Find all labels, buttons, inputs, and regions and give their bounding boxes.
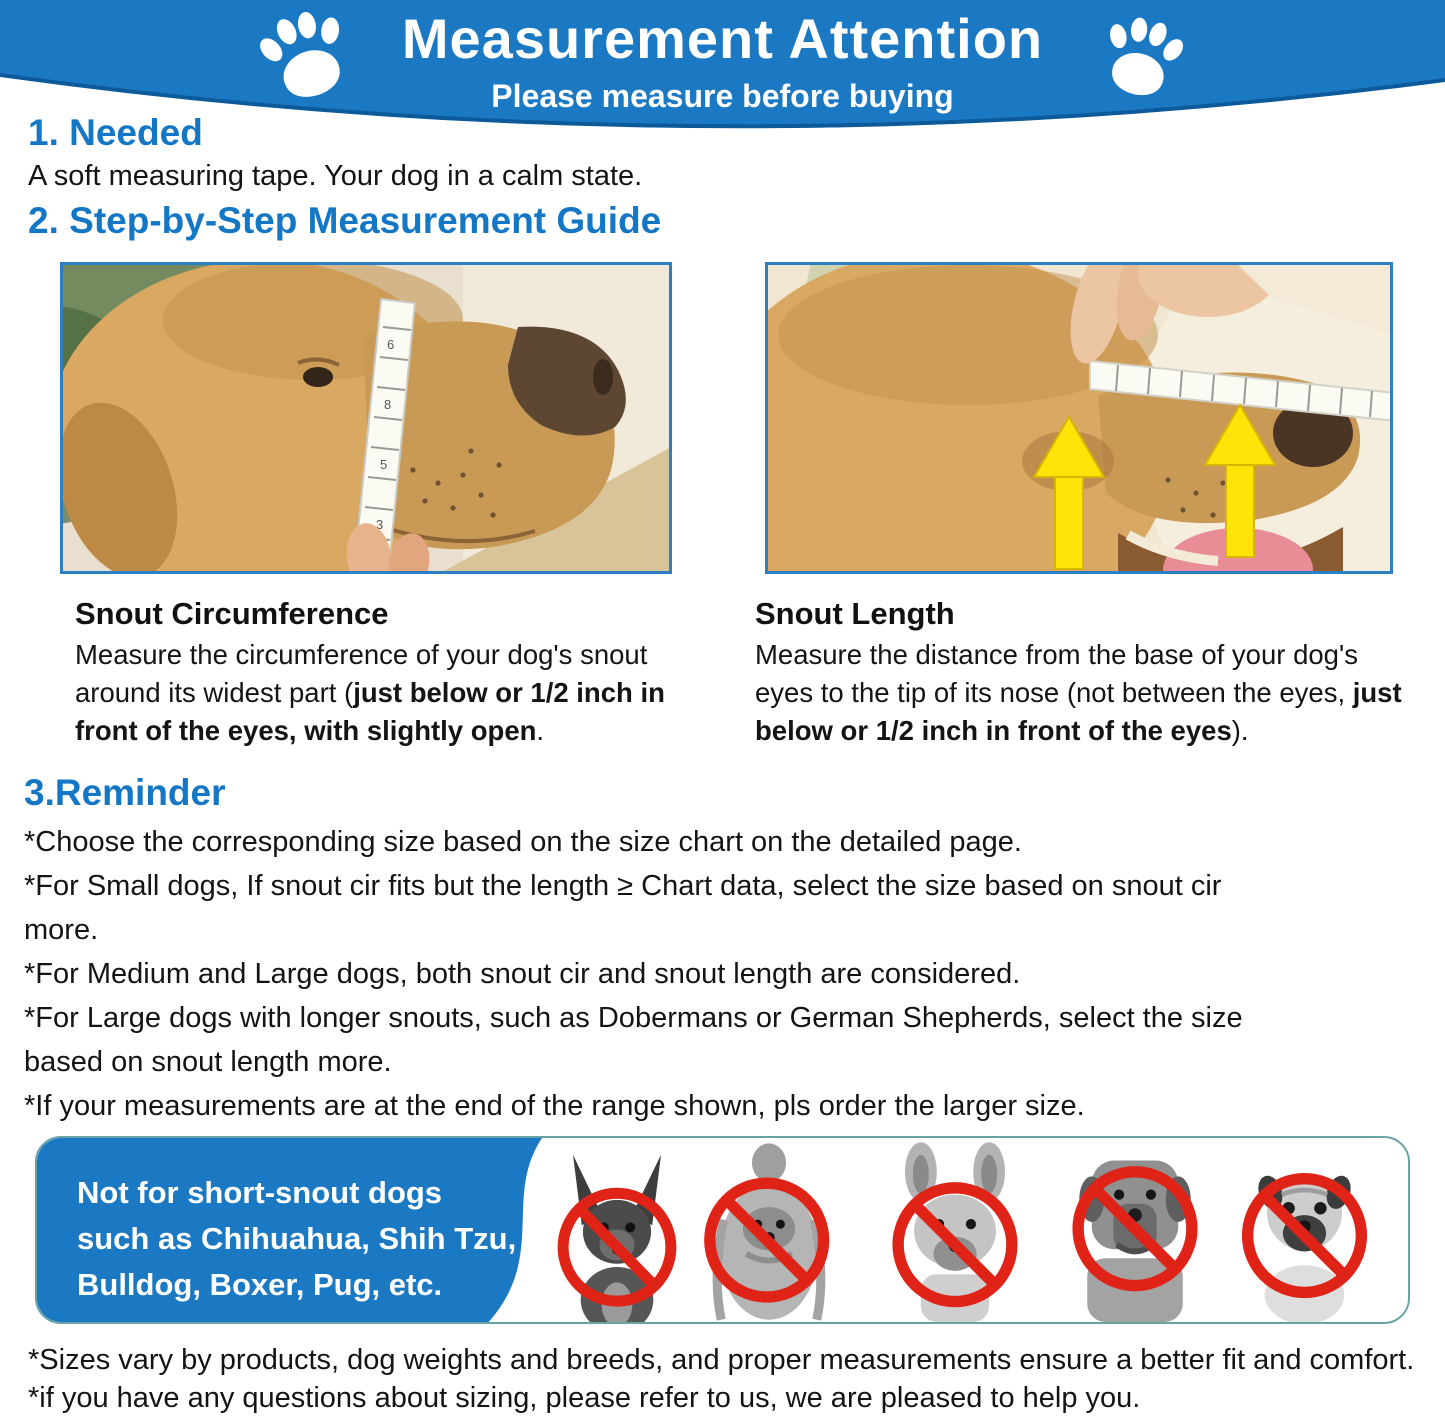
banner-text-line: such as Chihuahua, Shih Tzu,: [77, 1221, 517, 1256]
banner-text-line: Bulldog, Boxer, Pug, etc.: [77, 1267, 443, 1302]
caption-text-normal: ).: [1231, 715, 1249, 746]
caption-title-snout-circumference: Snout Circumference: [75, 596, 389, 631]
reminder-line: *If your measurements are at the end of the range shown, pls order the larger size.: [24, 1090, 1085, 1122]
reminder-list: [24, 820, 1424, 1128]
dog-chihuahua-banned-image: [542, 1146, 692, 1322]
dog-mastiff-banned-image: [1055, 1140, 1215, 1322]
snout-length-photo: [765, 262, 1393, 574]
snout-length-illustration: [768, 265, 1393, 574]
dog-shih-tzu-banned-image: [689, 1140, 849, 1322]
footer-note: *if you have any questions about sizing, please refer to us, we are pleased to help you.: [28, 1382, 1141, 1414]
svg-text:3: 3: [376, 517, 384, 532]
section-heading-guide: 2. Step-by-Step Measurement Guide: [28, 200, 662, 241]
needed-text: A soft measuring tape. Your dog in a calm state.: [28, 160, 643, 192]
reminder-line: *For Small dogs, If snout cir fits but the length ≥ Chart data, select the size based on snout cir: [24, 870, 1222, 902]
svg-text:8: 8: [384, 397, 392, 412]
snout-circumference-illustration: [63, 265, 672, 574]
banner-text: [77, 1170, 516, 1308]
caption-text-bold: just below or 1/2 inch in front of the eyes, with slightly open: [75, 677, 665, 746]
dog-pug-banned-image: [1227, 1140, 1382, 1322]
reminder-line: based on snout length more.: [24, 1046, 392, 1078]
page-subtitle: Please measure before buying: [491, 78, 954, 114]
page-title: Measurement Attention: [401, 7, 1044, 70]
reminder-line: *For Medium and Large dogs, both snout cir and snout length are considered.: [24, 958, 1021, 990]
reminder-line: *Choose the corresponding size based on the size chart on the detailed page.: [24, 826, 1022, 858]
snout-circumference-photo: [60, 262, 672, 574]
caption-text-normal: .: [536, 715, 545, 746]
svg-text:5: 5: [380, 457, 388, 472]
not-for-short-snout-banner: [35, 1136, 1410, 1324]
section-heading-reminder: 3.Reminder: [24, 772, 226, 813]
caption-text-normal: Measure the circumference of your dog's snout around its widest part (: [75, 639, 648, 708]
caption-text-snout-circumference: [75, 636, 720, 750]
section-heading-needed: 1. Needed: [28, 112, 203, 153]
caption-text-bold: just below or 1/2 inch in front of the eyes: [755, 677, 1402, 746]
svg-text:6: 6: [387, 337, 395, 352]
reminder-line: more.: [24, 914, 99, 946]
caption-text-snout-length: [755, 636, 1405, 750]
reminder-line: *For Large dogs with longer snouts, such as Dobermans or German Shepherds, select the size: [24, 1002, 1243, 1034]
footer-note: *Sizes vary by products, dog weights and breeds, and proper measurements ensure a better fit and comfort.: [28, 1344, 1415, 1376]
banner-text-line: Not for short-snout dogs: [77, 1175, 443, 1210]
caption-text-normal: Measure the distance from the base of your dog's eyes to the tip of its nose (not between the eyes,: [755, 639, 1358, 708]
caption-title-snout-length: Snout Length: [755, 596, 955, 631]
dog-french-bulldog-banned-image: [875, 1140, 1035, 1322]
